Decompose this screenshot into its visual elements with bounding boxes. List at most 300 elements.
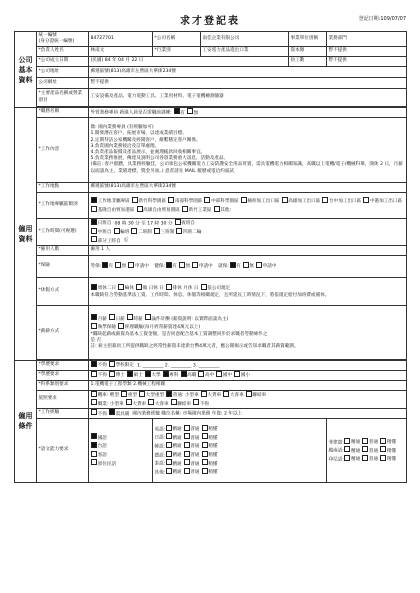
checkbox-option[interactable]	[180, 373, 196, 378]
checkbox-label: 申請中	[262, 264, 277, 270]
text-line: 徵: 國內業務專員 (有經驗加可)	[90, 125, 154, 131]
unchecked-box-icon[interactable]	[176, 228, 182, 234]
checkbox-label: 二班制	[138, 230, 152, 236]
unchecked-box-icon[interactable]	[198, 371, 204, 377]
checkbox-option[interactable]	[91, 412, 107, 417]
checkbox-option[interactable]	[131, 230, 152, 235]
unchecked-box-icon[interactable]	[118, 284, 124, 290]
checkbox-option[interactable]	[121, 393, 137, 398]
checked-box-icon[interactable]	[91, 433, 97, 439]
unchecked-box-icon[interactable]	[362, 446, 368, 452]
unchecked-box-icon[interactable]	[91, 399, 97, 405]
unchecked-box-icon[interactable]	[234, 371, 240, 377]
checkbox-option[interactable]	[240, 199, 279, 204]
checkbox-option[interactable]	[201, 436, 217, 441]
checkbox-option[interactable]	[234, 373, 250, 378]
checkbox-label: 精通	[172, 461, 182, 467]
work-hours-label: *工作時間(可複選)	[37, 219, 89, 246]
checkbox-label: 有	[172, 264, 177, 270]
checkbox-label: 大貨車	[132, 401, 147, 407]
unchecked-box-icon[interactable]	[179, 262, 185, 268]
unchecked-box-icon[interactable]	[192, 262, 198, 268]
checkbox-option[interactable]	[363, 199, 402, 204]
checked-box-icon[interactable]	[145, 371, 151, 377]
salary-value	[89, 305, 407, 359]
unchecked-box-icon[interactable]	[344, 438, 350, 444]
unchecked-box-icon[interactable]	[282, 197, 288, 203]
language-name: 德語:	[154, 452, 166, 458]
unchecked-box-icon[interactable]	[184, 451, 190, 457]
checkbox-label: 排休 月休 日	[172, 286, 199, 292]
unchecked-box-icon[interactable]	[322, 197, 328, 203]
zone-label: *工作地專屬區類別	[37, 193, 89, 219]
checkbox-option[interactable]	[135, 286, 163, 291]
unchecked-box-icon[interactable]	[91, 228, 97, 234]
work-hours-value	[89, 219, 407, 246]
checkbox-label: 輪班	[120, 230, 130, 236]
checkbox-option[interactable]	[192, 264, 213, 269]
checkbox-label: 大型重型	[145, 393, 165, 399]
unchecked-box-icon[interactable]	[216, 371, 222, 377]
checked-box-icon[interactable]	[91, 442, 97, 448]
checkbox-option[interactable]	[344, 449, 360, 454]
checkbox-option[interactable]	[91, 363, 107, 368]
text-line: 1.開發潛在客戶，拓展市場，以達成業績目標。	[90, 131, 187, 137]
checkbox-label: 日班自	[97, 221, 112, 227]
checkbox-option[interactable]	[131, 199, 166, 204]
checkbox-option[interactable]	[183, 462, 199, 467]
checkbox-label: 稍懂	[386, 440, 397, 446]
checkbox-option[interactable]	[126, 317, 142, 322]
unchecked-box-icon[interactable]	[148, 399, 154, 405]
unchecked-box-icon[interactable]	[182, 206, 188, 212]
checkbox-option[interactable]	[380, 449, 396, 454]
language-levels-right	[327, 419, 407, 483]
checked-box-icon[interactable]	[91, 284, 97, 290]
checkbox-option[interactable]	[153, 230, 174, 235]
unchecked-box-icon[interactable]	[344, 455, 350, 461]
insurance-group-name: 健保:	[154, 264, 166, 270]
checkbox-option[interactable]	[144, 373, 160, 378]
checkbox-option[interactable]	[183, 453, 199, 458]
unchecked-box-icon[interactable]	[109, 361, 115, 367]
checkbox-option[interactable]	[256, 264, 277, 269]
checked-box-icon[interactable]	[91, 219, 97, 225]
address-label: *公司地址	[37, 67, 89, 78]
checked-box-icon[interactable]	[102, 262, 108, 268]
checkbox-label: 新竹工業區	[188, 207, 212, 213]
checkbox-option[interactable]	[118, 325, 201, 330]
checkbox-option[interactable]	[108, 363, 134, 368]
founded-label: *公司成立日期	[37, 57, 89, 67]
checkbox-label: 精通	[172, 444, 182, 450]
checkbox-option[interactable]	[229, 264, 241, 269]
checkbox-option[interactable]	[91, 444, 107, 449]
checkbox-option[interactable]	[170, 402, 191, 407]
checkbox-option[interactable]	[91, 317, 107, 322]
checkbox-option[interactable]	[173, 111, 185, 116]
checkbox-label: 執學保險	[97, 325, 117, 331]
unchecked-box-icon[interactable]	[223, 391, 229, 397]
checkbox-option[interactable]	[245, 393, 266, 398]
checkbox-option[interactable]	[201, 427, 217, 432]
shift-options	[91, 228, 405, 237]
checkbox-option[interactable]	[91, 402, 124, 407]
checkbox-option[interactable]	[144, 317, 228, 322]
night-shift-option[interactable]	[174, 221, 196, 226]
checkbox-label: 經理職級(每月經常薪資達4萬元以上)	[124, 325, 201, 331]
capital-label: 資本額	[289, 47, 327, 57]
unchecked-box-icon[interactable]	[166, 451, 172, 457]
checkbox-label: 大客車	[229, 393, 244, 399]
language-row	[155, 459, 325, 468]
checkbox-label: 四班二輪	[183, 230, 202, 236]
unchecked-box-icon[interactable]	[246, 391, 252, 397]
checkbox-option[interactable]	[198, 373, 214, 378]
checked-box-icon[interactable]	[163, 371, 169, 377]
checkbox-option[interactable]	[322, 199, 361, 204]
unchecked-box-icon[interactable]	[118, 323, 124, 329]
license-options-1	[91, 391, 405, 400]
checkbox-option[interactable]	[362, 449, 378, 454]
checked-box-icon[interactable]	[91, 361, 97, 367]
unchecked-box-icon[interactable]	[184, 459, 190, 465]
checkbox-label: 大貨車	[207, 393, 222, 399]
school-options	[91, 363, 136, 368]
unchecked-box-icon[interactable]	[187, 108, 193, 114]
checkbox-option[interactable]	[380, 440, 396, 445]
checkbox-option[interactable]	[200, 393, 221, 398]
checkbox-option[interactable]	[126, 373, 142, 378]
industry-label: *行業別	[153, 47, 201, 57]
experience-label: *工作經驗	[37, 409, 89, 419]
unchecked-box-icon[interactable]	[109, 371, 115, 377]
checkbox-option[interactable]	[91, 230, 112, 235]
unchecked-box-icon[interactable]	[202, 468, 208, 474]
checkbox-option[interactable]	[113, 230, 129, 235]
checkbox-option[interactable]	[362, 457, 378, 462]
checkbox-option[interactable]	[91, 286, 117, 291]
language-row	[155, 425, 325, 434]
checkbox-label: 稍懂	[208, 461, 218, 467]
checked-box-icon[interactable]	[91, 197, 97, 203]
unchecked-box-icon[interactable]	[91, 451, 97, 457]
checked-box-icon[interactable]	[166, 391, 172, 397]
unchecked-box-icon[interactable]	[184, 425, 190, 431]
checkbox-option[interactable]	[101, 264, 113, 269]
checkbox-option[interactable]	[174, 221, 195, 226]
salary-extra-options	[91, 323, 405, 332]
unchecked-box-icon[interactable]	[256, 262, 262, 268]
text-line: 2.定期拜訪公家機關及經銷客戶，維繫穩定客戶關係。	[90, 137, 201, 143]
checkbox-label: 基隆自由貿易港區	[97, 207, 135, 213]
checkbox-option[interactable]	[165, 436, 181, 441]
unchecked-box-icon[interactable]	[380, 446, 386, 452]
text-line: 4.負責產品報價及產品展示，並處理帳款回收相關事宜。	[90, 150, 206, 155]
unchecked-box-icon[interactable]	[91, 206, 97, 212]
checkbox-option[interactable]	[165, 286, 198, 291]
unchecked-box-icon[interactable]	[241, 197, 247, 203]
unchecked-box-icon[interactable]	[91, 391, 97, 397]
checkbox-label: 重型	[127, 393, 137, 399]
language-name: 菲律賓:	[328, 440, 344, 446]
checked-box-icon[interactable]	[109, 409, 115, 415]
language-row	[155, 433, 325, 442]
checkbox-option[interactable]	[91, 393, 120, 398]
checkbox-option[interactable]	[108, 412, 129, 417]
degree-options	[89, 370, 407, 380]
checkbox-label: 精通	[172, 470, 182, 476]
unchecked-box-icon[interactable]	[184, 442, 190, 448]
checked-box-icon[interactable]	[166, 262, 172, 268]
checkbox-option[interactable]	[201, 444, 217, 449]
unchecked-box-icon[interactable]	[139, 391, 145, 397]
language-name: 日語:	[154, 435, 166, 441]
checkbox-option[interactable]	[91, 221, 112, 226]
checkbox-option[interactable]	[148, 402, 169, 407]
checkbox-label: 職業: 小型車	[97, 401, 124, 407]
checkbox-label: 台語	[97, 444, 107, 450]
unchecked-box-icon[interactable]	[380, 455, 386, 461]
unchecked-box-icon[interactable]	[166, 442, 172, 448]
checkbox-option[interactable]	[128, 264, 149, 269]
unchecked-box-icon[interactable]	[362, 455, 368, 461]
unchecked-box-icon[interactable]	[137, 206, 143, 212]
checkbox-label: 高職	[187, 373, 197, 379]
experience-options	[91, 412, 131, 417]
checked-box-icon[interactable]	[174, 108, 180, 114]
unchecked-box-icon[interactable]	[91, 371, 97, 377]
text-line: (備註: 客戶群體，具業務經驗佳，公司承包公家機關電力工安防護安全用品買賣，需具電機電力相關知識，高職以上電機/電子/機械科畢，開休 2 日，月薪以面談為主，業績達標，獎金另加。) 意者請先 MAIL 履歷或電洽約面試	[90, 162, 403, 174]
unchecked-box-icon[interactable]	[109, 314, 115, 320]
checkbox-option[interactable]	[216, 373, 232, 378]
address-value: 郵遞區號(813)高雄市左營區大華街234號	[89, 67, 407, 78]
unchecked-box-icon[interactable]	[91, 236, 97, 242]
checkbox-label: 有	[236, 264, 241, 270]
checkbox-option[interactable]	[91, 436, 107, 441]
unchecked-box-icon[interactable]	[166, 425, 172, 431]
checkbox-option[interactable]	[223, 393, 244, 398]
unchecked-box-icon[interactable]	[201, 391, 207, 397]
unchecked-box-icon[interactable]	[344, 446, 350, 452]
checkbox-label: 輪休	[124, 286, 134, 292]
checkbox-option[interactable]	[165, 427, 181, 432]
insurance-group	[154, 264, 214, 269]
unchecked-box-icon[interactable]	[168, 197, 174, 203]
checkbox-option[interactable]	[362, 440, 378, 445]
unchecked-box-icon[interactable]	[202, 459, 208, 465]
checkbox-option[interactable]	[91, 325, 117, 330]
checked-box-icon[interactable]	[230, 262, 236, 268]
checkbox-option[interactable]	[91, 239, 121, 244]
unchecked-box-icon[interactable]	[91, 409, 97, 415]
checkbox-option[interactable]	[204, 199, 239, 204]
unchecked-box-icon[interactable]	[91, 323, 97, 329]
website-label: 公司網址	[37, 78, 89, 89]
checkbox-option[interactable]	[91, 453, 107, 458]
unchecked-box-icon[interactable]	[166, 284, 172, 290]
unchecked-box-icon[interactable]	[136, 284, 142, 290]
dept-value: 業務部門	[327, 32, 407, 47]
language-row	[155, 468, 325, 477]
unchecked-box-icon[interactable]	[115, 262, 121, 268]
checkbox-option[interactable]	[165, 264, 177, 269]
job-title-row	[89, 108, 407, 118]
checkbox-option[interactable]	[162, 373, 178, 378]
checkbox-option[interactable]	[165, 462, 181, 467]
unchecked-box-icon[interactable]	[91, 459, 97, 465]
checkbox-option[interactable]	[168, 199, 203, 204]
registration-date-value: 109/07/07	[380, 16, 406, 22]
zone-options	[89, 193, 407, 219]
checkbox-option[interactable]	[165, 444, 181, 449]
checkbox-option[interactable]	[138, 393, 164, 398]
industry-value: 工安電力產品進出口業	[201, 47, 289, 57]
checkbox-option[interactable]	[165, 470, 181, 475]
language-selected	[89, 419, 153, 483]
unchecked-box-icon[interactable]	[202, 433, 208, 439]
checkbox-label: 做 日休 日	[142, 286, 164, 292]
unchecked-box-icon[interactable]	[128, 262, 134, 268]
unchecked-box-icon[interactable]	[363, 197, 369, 203]
checkbox-option[interactable]	[91, 208, 135, 213]
unchecked-box-icon[interactable]	[243, 262, 249, 268]
language-name: 越南語:	[328, 448, 344, 454]
unchecked-box-icon[interactable]	[131, 228, 137, 234]
checkbox-option[interactable]	[91, 462, 117, 467]
checkbox-label: 依公司規定	[207, 286, 231, 292]
day-shift-option[interactable]	[91, 221, 113, 226]
checkbox-option[interactable]	[200, 286, 230, 291]
unchecked-box-icon[interactable]	[154, 228, 160, 234]
checkbox-option[interactable]	[181, 208, 211, 213]
checkbox-option[interactable]	[183, 444, 199, 449]
checkbox-label: 申請中	[135, 264, 149, 270]
checkbox-option[interactable]	[344, 440, 360, 445]
checkbox-option[interactable]	[165, 453, 181, 458]
unchecked-box-icon[interactable]	[201, 284, 207, 290]
unchecked-box-icon[interactable]	[166, 433, 172, 439]
unchecked-box-icon[interactable]	[204, 197, 210, 203]
unchecked-box-icon[interactable]	[171, 399, 177, 405]
work-location-value: 郵遞區號(813)高雄市左營區大華街234號	[89, 183, 407, 193]
checkbox-label: 無	[249, 264, 254, 270]
checkbox-option[interactable]	[118, 286, 134, 291]
text-line: 是 否	[90, 337, 102, 343]
checkbox-label: 客語	[97, 452, 107, 458]
checkbox-label: 高雄自由貿易園區	[143, 207, 180, 213]
unchecked-box-icon[interactable]	[121, 391, 127, 397]
dept-label: 事業單位別稱	[289, 32, 327, 47]
checkbox-option[interactable]	[201, 453, 217, 458]
unchecked-box-icon[interactable]	[166, 459, 172, 465]
unchecked-box-icon[interactable]	[202, 425, 208, 431]
unchecked-box-icon[interactable]	[127, 314, 133, 320]
checkbox-option[interactable]	[178, 264, 190, 269]
unchecked-box-icon[interactable]	[380, 438, 386, 444]
unchecked-box-icon[interactable]	[193, 399, 199, 405]
checkbox-option[interactable]	[213, 208, 231, 213]
checked-box-icon[interactable]	[181, 371, 187, 377]
unchecked-box-icon[interactable]	[114, 228, 120, 234]
checkbox-option[interactable]	[201, 462, 217, 467]
unchecked-box-icon[interactable]	[184, 433, 190, 439]
checkbox-option[interactable]	[242, 264, 254, 269]
checked-box-icon[interactable]	[91, 314, 97, 320]
checkbox-option[interactable]	[281, 199, 320, 204]
website-value: 暫不提供	[89, 78, 407, 89]
checkbox-option[interactable]	[201, 470, 217, 475]
checkbox-label: 普通	[368, 448, 379, 454]
checkbox-label: 高中	[205, 373, 215, 379]
part-time-option	[91, 239, 123, 244]
checkbox-label: 稍懂	[386, 448, 397, 454]
unchecked-box-icon[interactable]	[362, 438, 368, 444]
checkbox-label: 精通	[172, 435, 182, 441]
degree-label: *學歷要求	[37, 370, 89, 380]
checkbox-label: 無	[185, 264, 191, 270]
unchecked-box-icon[interactable]	[166, 468, 172, 474]
checkbox-option[interactable]	[125, 402, 146, 407]
unchecked-box-icon[interactable]	[202, 442, 208, 448]
checkbox-option[interactable]	[186, 111, 198, 116]
checkbox-option[interactable]	[176, 230, 202, 235]
training-options	[173, 111, 200, 116]
checkbox-label: 稍懂	[208, 444, 218, 450]
checkbox-option[interactable]	[166, 393, 199, 398]
language-row	[329, 446, 405, 455]
form-title: 求才登記表	[180, 16, 240, 27]
checkbox-label: 需具備	[115, 411, 130, 417]
checkbox-label: 機車: 輕型	[97, 393, 120, 399]
unchecked-box-icon[interactable]	[202, 451, 208, 457]
checkbox-option[interactable]	[380, 457, 396, 462]
checkbox-option[interactable]	[183, 427, 199, 432]
unchecked-box-icon[interactable]	[214, 206, 220, 212]
checkbox-option[interactable]	[91, 199, 130, 204]
registration-date-label: 登記日期:	[358, 16, 381, 22]
unchecked-box-icon[interactable]	[184, 468, 190, 474]
checkbox-label: 部分工時自	[97, 238, 121, 244]
checkbox-label: 時薪	[133, 316, 143, 322]
checked-box-icon[interactable]	[127, 371, 133, 377]
leave-notes	[91, 293, 405, 299]
unchecked-box-icon[interactable]	[132, 197, 138, 203]
checkbox-option[interactable]	[183, 436, 199, 441]
checkbox-label: 普通	[190, 435, 200, 441]
checkbox-option[interactable]	[115, 264, 127, 269]
checkbox-label: 不拘	[97, 411, 107, 417]
checkbox-option[interactable]	[108, 317, 124, 322]
unchecked-box-icon[interactable]	[145, 314, 151, 320]
unchecked-box-icon[interactable]	[126, 399, 132, 405]
checkbox-option[interactable]	[108, 373, 124, 378]
checkbox-label: 日薪	[115, 316, 125, 322]
checkbox-option[interactable]	[91, 373, 107, 378]
unchecked-box-icon[interactable]	[175, 219, 181, 225]
checkbox-option[interactable]	[183, 470, 199, 475]
checkbox-option[interactable]	[193, 402, 209, 407]
checkbox-label: 有	[180, 110, 185, 116]
checkbox-option[interactable]	[344, 457, 360, 462]
job-content-value	[89, 118, 407, 183]
employees-label: 員工數	[289, 57, 327, 67]
license-options-2	[91, 399, 405, 408]
checkbox-label: 普通	[368, 440, 379, 446]
checkbox-option[interactable]	[136, 208, 180, 213]
insurance-options	[89, 255, 407, 277]
insurance-label: *保險	[37, 255, 89, 277]
